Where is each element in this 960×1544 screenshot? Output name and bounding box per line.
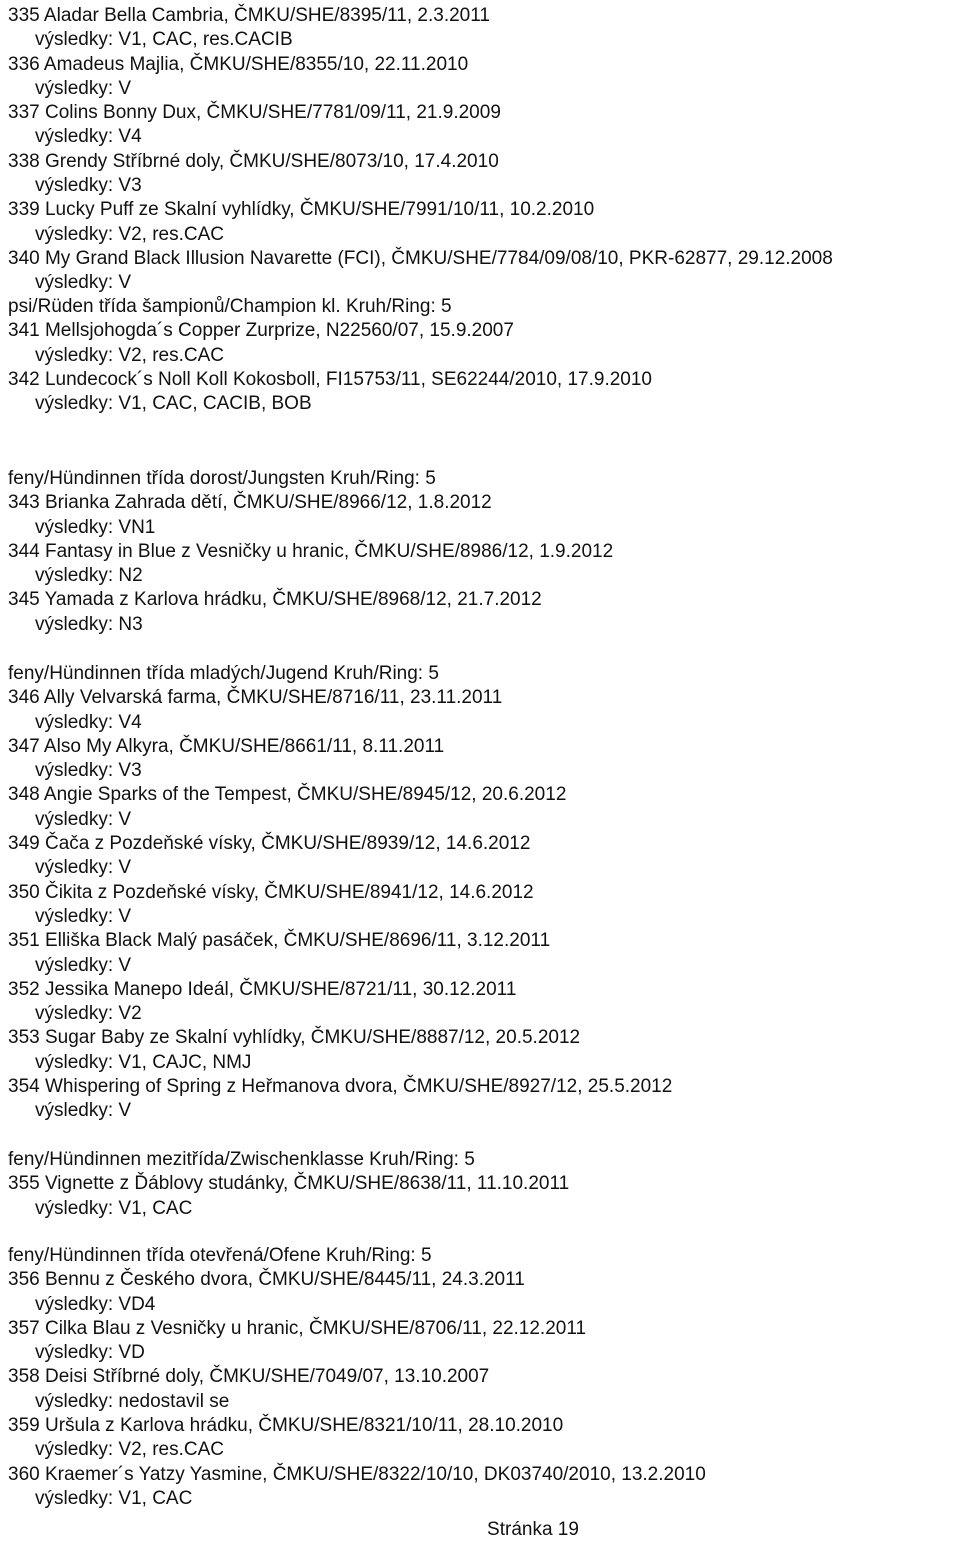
entry-result: výsledky: V	[35, 905, 132, 927]
entry-line: 336 Amadeus Majlia, ČMKU/SHE/8355/10, 22.11.2010	[8, 53, 469, 75]
entry-line: 351 Elliška Black Malý pasáček, ČMKU/SHE/8696/11, 3.12.2011	[8, 930, 551, 952]
entry-result: výsledky: V	[35, 808, 132, 830]
entry-result: výsledky: V2, res.CAC	[35, 1439, 224, 1461]
entry-result: výsledky: N3	[35, 613, 143, 635]
section-5	[8, 1148, 958, 1221]
entry-result: výsledky: V2	[35, 1003, 142, 1025]
section-3	[8, 467, 958, 637]
section-4	[8, 662, 958, 1124]
entry-result: výsledky: V1, CAC, res.CACIB	[35, 29, 293, 51]
class-header: feny/Hündinnen třída mladých/Jugend Kruh/Ring: 5	[8, 663, 439, 684]
entry-line: 354 Whispering of Spring z Heřmanova dvora, ČMKU/SHE/8927/12, 25.5.2012	[8, 1076, 673, 1098]
entry-line: 360 Kraemer´s Yatzy Yasmine, ČMKU/SHE/8322/10/10, DK03740/2010, 13.2.2010	[8, 1463, 706, 1485]
entry-line: 347 Also My Alkyra, ČMKU/SHE/8661/11, 8.11.2011	[8, 735, 445, 757]
entry-result: výsledky: nedostavil se	[35, 1390, 230, 1412]
entry-result: výsledky: V	[35, 1100, 132, 1122]
class-header: feny/Hündinnen třída dorost/Jungsten Kruh/Ring: 5	[8, 468, 436, 489]
entry-result: výsledky: V	[35, 272, 132, 294]
entry-result: výsledky: V3	[35, 175, 142, 197]
entry-line: 358 Deisi Stříbrné doly, ČMKU/SHE/7049/07, 13.10.2007	[8, 1366, 490, 1388]
entry-line: 352 Jessika Manepo Ideál, ČMKU/SHE/8721/11, 30.12.2011	[8, 978, 517, 1000]
entry-line: 348 Angie Sparks of the Tempest, ČMKU/SHE/8945/12, 20.6.2012	[8, 784, 567, 806]
entry-line: 356 Bennu z Českého dvora, ČMKU/SHE/8445/11, 24.3.2011	[8, 1269, 525, 1291]
entry-result: výsledky: N2	[35, 565, 143, 587]
entry-line: 355 Vignette z Ďáblovy studánky, ČMKU/SHE/8638/11, 11.10.2011	[8, 1173, 570, 1195]
entry-result: výsledky: V	[35, 77, 132, 99]
entry-result: výsledky: V1, CAJC, NMJ	[35, 1051, 252, 1073]
entry-line: 345 Yamada z Karlova hrádku, ČMKU/SHE/8968/12, 21.7.2012	[8, 589, 542, 611]
entry-line: 339 Lucky Puff ze Skalní vyhlídky, ČMKU/SHE/7991/10/11, 10.2.2010	[8, 199, 595, 221]
entry-line: 344 Fantasy in Blue z Vesničky u hranic, ČMKU/SHE/8986/12, 1.9.2012	[8, 540, 614, 562]
entry-result: výsledky: V3	[35, 760, 142, 782]
entry-line: 342 Lundecock´s Noll Koll Kokosboll, FI15753/11, SE62244/2010, 17.9.2010	[8, 368, 652, 390]
entry-result: výsledky: VN1	[35, 516, 156, 538]
class-header: feny/Hündinnen třída otevřená/Ofene Kruh/Ring: 5	[8, 1245, 432, 1266]
entry-line: 340 My Grand Black Illusion Navarette (FCI), ČMKU/SHE/7784/09/08/10, PKR-62877, 29.12.2008	[8, 247, 833, 269]
entry-result: výsledky: V2, res.CAC	[35, 344, 224, 366]
entry-line: 338 Grendy Stříbrné doly, ČMKU/SHE/8073/10, 17.4.2010	[8, 150, 499, 172]
entry-result: výsledky: V1, CAC, CACIB, BOB	[35, 393, 312, 415]
entry-result: výsledky: V	[35, 954, 132, 976]
entry-result: výsledky: V4	[35, 126, 142, 148]
entry-result: výsledky: V	[35, 857, 132, 879]
entry-line: 337 Colins Bonny Dux, ČMKU/SHE/7781/09/11, 21.9.2009	[8, 102, 501, 124]
entry-result: výsledky: V1, CAC	[35, 1197, 193, 1219]
class-header: psi/Rüden třída šampionů/Champion kl. Kruh/Ring: 5	[8, 296, 452, 317]
entry-result: výsledky: V4	[35, 711, 142, 733]
section-1	[8, 4, 958, 296]
entry-line: 341 Mellsjohogda´s Copper Zurprize, N22560/07, 15.9.2007	[8, 320, 514, 342]
entry-line: 343 Brianka Zahrada dětí, ČMKU/SHE/8966/12, 1.8.2012	[8, 492, 492, 514]
class-header: feny/Hündinnen mezitřída/Zwischenklasse Kruh/Ring: 5	[8, 1149, 475, 1170]
entry-result: výsledky: VD	[35, 1342, 145, 1364]
entry-line: 349 Čača z Pozdeňské vísky, ČMKU/SHE/8939/12, 14.6.2012	[8, 833, 531, 855]
section-6	[8, 1244, 958, 1511]
entry-result: výsledky: VD4	[35, 1293, 156, 1315]
entry-result: výsledky: V1, CAC	[35, 1487, 193, 1509]
entry-line: 350 Čikita z Pozdeňské vísky, ČMKU/SHE/8941/12, 14.6.2012	[8, 881, 534, 903]
section-2	[8, 295, 958, 416]
entry-line: 357 Cilka Blau z Vesničky u hranic, ČMKU/SHE/8706/11, 22.12.2011	[8, 1317, 587, 1339]
entry-line: 346 Ally Velvarská farma, ČMKU/SHE/8716/11, 23.11.2011	[8, 687, 503, 709]
entry-line: 353 Sugar Baby ze Skalní vyhlídky, ČMKU/SHE/8887/12, 20.5.2012	[8, 1027, 581, 1049]
entry-line: 359 Uršula z Karlova hrádku, ČMKU/SHE/8321/10/11, 28.10.2010	[8, 1415, 564, 1437]
page-number: Stránka 19	[487, 1519, 579, 1540]
entry-result: výsledky: V2, res.CAC	[35, 223, 224, 245]
entry-line: 335 Aladar Bella Cambria, ČMKU/SHE/8395/11, 2.3.2011	[8, 5, 490, 26]
